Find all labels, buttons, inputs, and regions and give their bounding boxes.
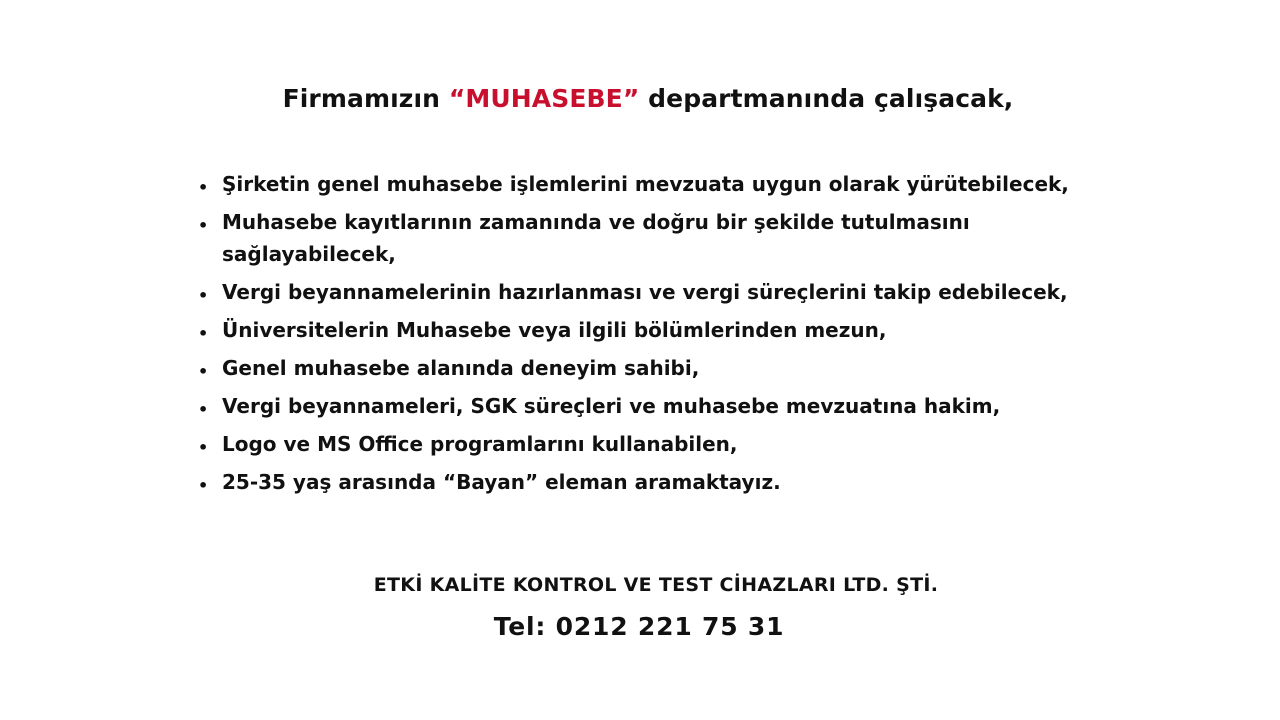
heading-department: “MUHASEBE” [448, 84, 640, 113]
list-item [196, 276, 1116, 308]
bullet-icon: • [198, 400, 209, 419]
list-item [196, 428, 1116, 460]
requirement-text: Logo ve MS Office programlarını kullanabilen, [222, 432, 738, 456]
bullet-icon: • [198, 438, 209, 457]
requirement-text: Üniversitelerin Muhasebe veya ilgili bölümlerinden mezun, [222, 318, 887, 342]
heading-prefix: Firmamızın [282, 84, 449, 113]
phone-number: Tel: 0212 221 75 31 [493, 612, 785, 641]
list-item [196, 466, 1116, 498]
list-item [196, 390, 1116, 422]
list-item [196, 314, 1116, 346]
list-item [196, 352, 1116, 384]
bullet-icon: • [198, 286, 209, 305]
requirement-text: Vergi beyannamelerinin hazırlanması ve vergi süreçlerini takip edebilecek, [222, 280, 1068, 304]
heading-suffix: departmanında çalışacak, [639, 84, 1014, 113]
requirement-text: 25-35 yaş arasında “Bayan” eleman aramaktayız. [222, 470, 781, 494]
requirement-text: Şirketin genel muhasebe işlemlerini mevzuata uygun olarak yürütebilecek, [222, 172, 1069, 196]
requirement-text: Muhasebe kayıtlarının zamanında ve doğru bir şekilde tutulmasını sağlayabilecek, [222, 210, 970, 266]
list-item [196, 206, 1116, 270]
bullet-icon: • [198, 216, 209, 235]
requirement-text: Vergi beyannameleri, SGK süreçleri ve muhasebe mevzuatına hakim, [222, 394, 1001, 418]
bullet-icon: • [198, 476, 209, 495]
posting-heading [0, 84, 1280, 113]
bullet-icon: • [198, 178, 209, 197]
bullet-icon: • [198, 324, 209, 343]
company-name: ETKİ KALİTE KONTROL VE TEST CİHAZLARI LTD. ŞTİ. [373, 574, 939, 596]
bullet-icon: • [198, 362, 209, 381]
requirements-list [196, 168, 1116, 504]
requirement-text: Genel muhasebe alanında deneyim sahibi, [222, 356, 700, 380]
list-item [196, 168, 1116, 200]
